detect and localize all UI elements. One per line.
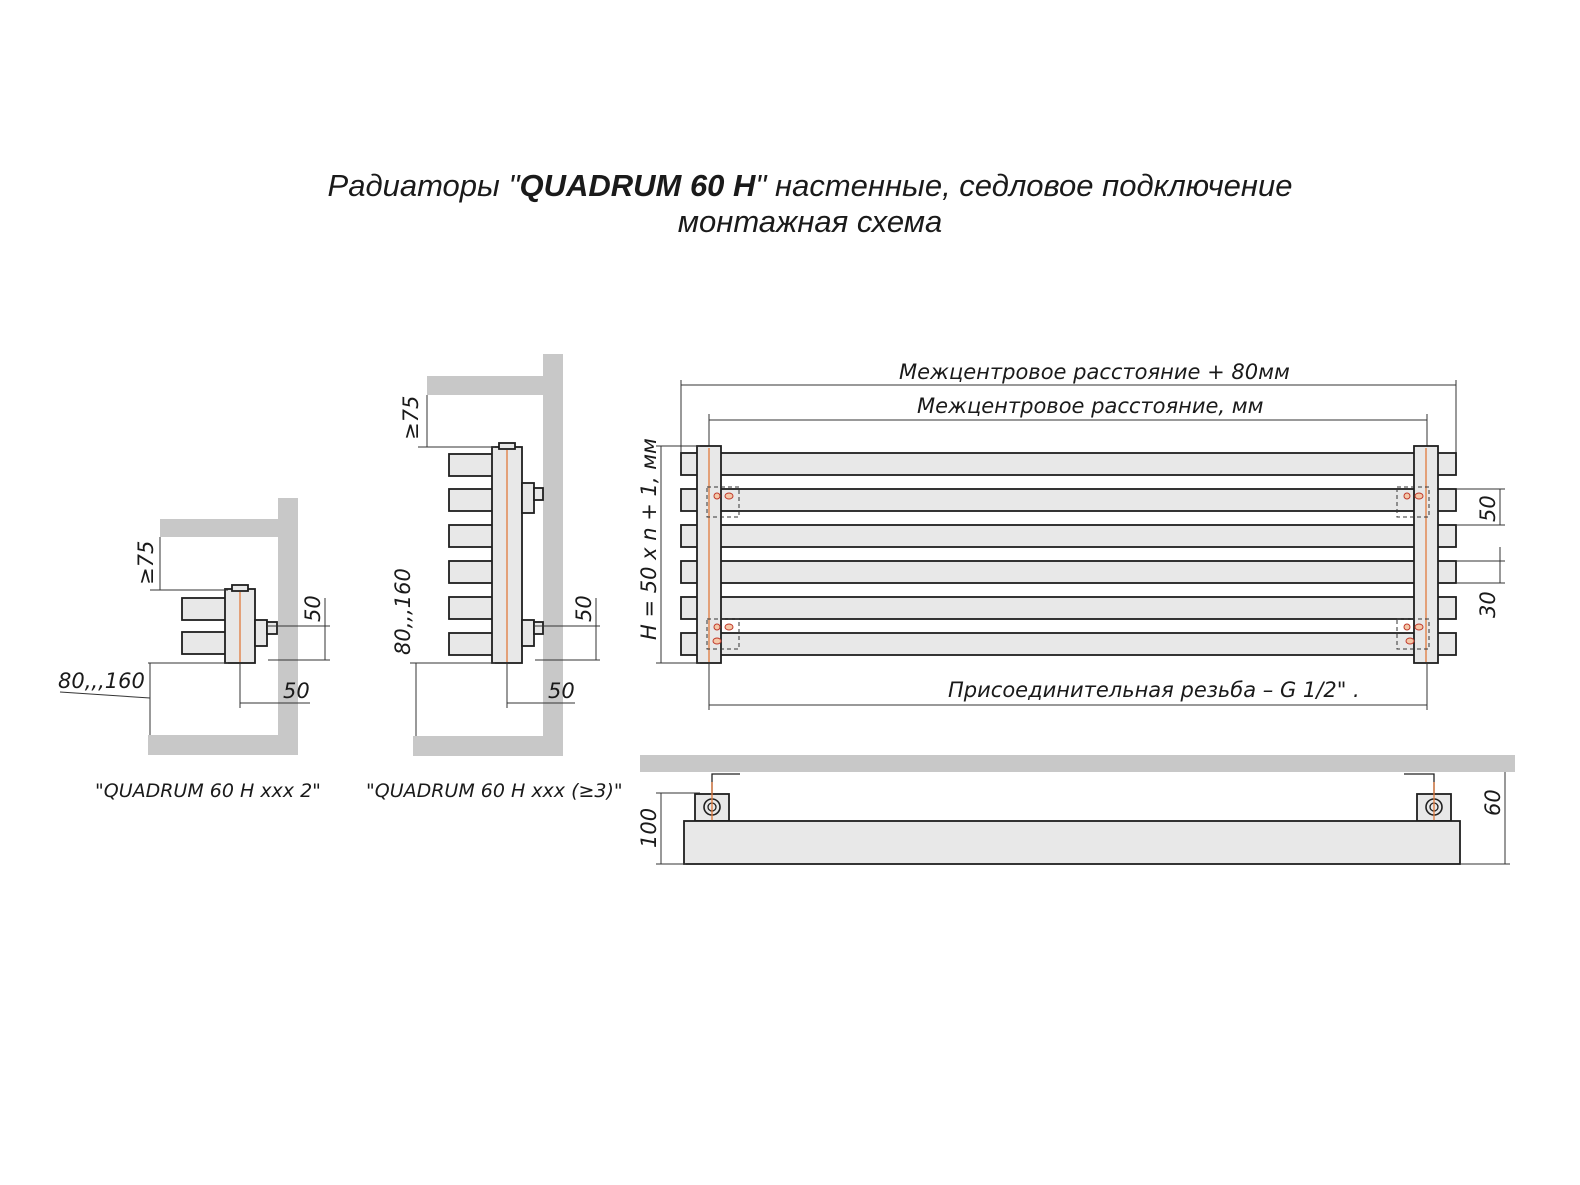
front-tube-1 — [681, 453, 1456, 475]
title-model: QUADRUM 60 H — [519, 168, 756, 203]
hole-rt-1 — [1404, 493, 1410, 499]
hole-rb-3 — [1406, 638, 1414, 644]
side-view-2 — [58, 498, 330, 802]
dim-overall-width: Межцентровое расстояние + 80мм — [899, 360, 1290, 384]
tube-3-4 — [449, 561, 494, 583]
tube-3-1 — [449, 454, 494, 476]
hole-lb-2 — [725, 624, 733, 630]
dim-50-v-2: 50 — [301, 595, 325, 622]
hole-lb-1 — [714, 624, 720, 630]
top-wall — [640, 755, 1515, 772]
dim-tube-height: 30 — [1476, 591, 1500, 618]
cap-3 — [499, 443, 515, 449]
tube-2-bottom — [182, 632, 227, 654]
dim-offset-3: 50 — [548, 679, 575, 703]
bracket-3-bottom — [522, 620, 534, 646]
front-tube-5 — [681, 597, 1456, 619]
dim-floor-3: 80,,,160 — [391, 568, 415, 655]
dim-50-v-3: 50 — [572, 595, 596, 622]
front-tube-2 — [681, 489, 1456, 511]
top-view — [637, 755, 1515, 864]
hole-lt-1 — [714, 493, 720, 499]
title-line-2: монтажная схема — [677, 204, 943, 239]
mount-3-bottom — [534, 622, 543, 634]
dim-wall-distance: 60 — [1481, 789, 1505, 816]
wall-profile-3 — [413, 354, 563, 756]
dim-offset-2: 50 — [283, 679, 310, 703]
front-tube-4 — [681, 561, 1456, 583]
hole-lb-3 — [713, 638, 721, 644]
title-prefix: Радиаторы " — [327, 168, 520, 203]
tube-3-5 — [449, 597, 494, 619]
dim-center-distance: Межцентровое расстояние, мм — [917, 394, 1264, 418]
front-tube-3 — [681, 525, 1456, 547]
front-view — [637, 360, 1505, 710]
dim-height: H = 50 x n + 1, мм — [637, 438, 661, 640]
tube-3-2 — [449, 489, 494, 511]
mount-2 — [267, 622, 277, 634]
side-view-3 — [366, 354, 623, 802]
hole-rt-2 — [1415, 493, 1423, 499]
dim-75-2: ≥75 — [134, 540, 158, 585]
top-radiator-body — [684, 821, 1460, 864]
dim-floor-2: 80,,,160 — [58, 669, 145, 693]
cap-2 — [232, 585, 248, 591]
tube-3-6 — [449, 633, 494, 655]
caption-side-2: "QUADRUM 60 H xxx 2" — [95, 780, 321, 802]
front-tube-6 — [681, 633, 1456, 655]
tube-3-3 — [449, 525, 494, 547]
hole-rb-2 — [1415, 624, 1423, 630]
bracket-2 — [255, 620, 267, 646]
thread-note: Присоединительная резьба – G 1/2" . — [948, 678, 1360, 702]
dim-75-3: ≥75 — [399, 395, 423, 440]
caption-side-3: "QUADRUM 60 H xxx (≥3)" — [366, 780, 623, 802]
hole-lt-2 — [725, 493, 733, 499]
dim-tube-pitch: 50 — [1476, 495, 1500, 522]
pipe-right — [1404, 774, 1434, 794]
title-suffix: " настенные, седловое подключение — [755, 168, 1293, 203]
dim-depth: 100 — [637, 807, 661, 848]
mount-3-top — [534, 488, 543, 500]
hole-rb-1 — [1404, 624, 1410, 630]
pipe-left — [712, 774, 740, 794]
bracket-3-top — [522, 483, 534, 513]
tube-2-top — [182, 598, 227, 620]
